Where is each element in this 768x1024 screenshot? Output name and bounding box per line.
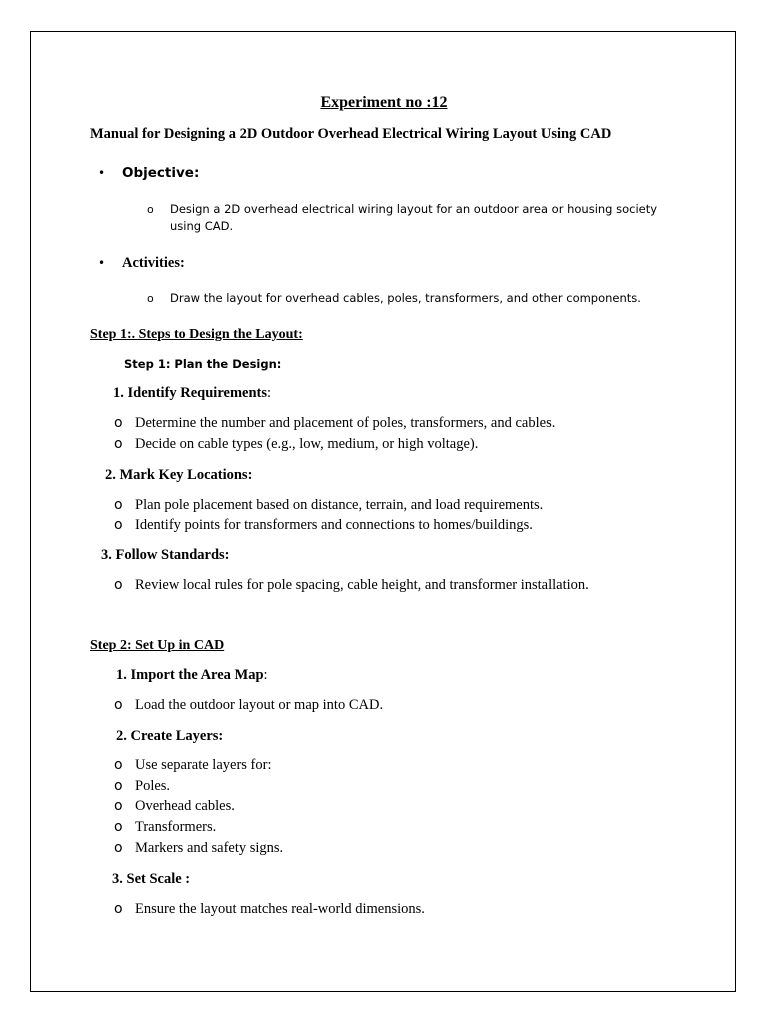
step1-subheading: Step 1: Plan the Design: — [124, 357, 282, 371]
objective-label: Objective: — [122, 165, 200, 181]
sub-bullet-icon: o — [114, 415, 123, 431]
sub-bullet-icon: o — [114, 577, 123, 593]
step2-heading: Step 2: Set Up in CAD — [90, 638, 225, 653]
sub-bullet-icon: o — [114, 840, 123, 856]
sub-bullet-icon: o — [114, 798, 123, 814]
step1-heading: Step 1:. Steps to Design the Layout: — [90, 327, 303, 342]
list-item: Load the outdoor layout or map into CAD. — [135, 697, 384, 713]
section-heading: 3. Follow Standards: — [101, 547, 230, 563]
list-item: Transformers. — [135, 819, 217, 835]
document-title: Experiment no :12 — [320, 94, 448, 111]
sub-bullet-icon: o — [114, 757, 123, 773]
sub-bullet-icon: o — [114, 517, 123, 533]
list-item: Ensure the layout matches real-world dimensions. — [135, 901, 425, 917]
list-item: Determine the number and placement of poles, transformers, and cables. — [135, 415, 556, 431]
sub-bullet-icon: o — [114, 778, 123, 794]
list-item: Poles. — [135, 778, 171, 794]
document-subtitle: Manual for Designing a 2D Outdoor Overhead Electrical Wiring Layout Using CAD — [90, 126, 612, 142]
sub-bullet-icon: o — [114, 819, 123, 835]
bullet-icon: • — [98, 166, 106, 180]
list-item: Decide on cable types (e.g., low, medium, or high voltage). — [135, 436, 479, 452]
sub-bullet-icon: o — [114, 436, 123, 452]
sub-bullet-icon: o — [114, 697, 123, 713]
section-heading: 2. Create Layers: — [116, 728, 224, 744]
list-item: Overhead cables. — [135, 798, 235, 814]
sub-bullet-icon: o — [114, 497, 123, 513]
list-item: Review local rules for pole spacing, cable height, and transformer installation. — [135, 577, 589, 593]
sub-bullet-icon: o — [147, 292, 154, 305]
sub-bullet-icon: o — [147, 203, 154, 216]
section-heading: 3. Set Scale : — [112, 871, 191, 887]
section-heading: 2. Mark Key Locations: — [105, 467, 253, 483]
list-item: Plan pole placement based on distance, terrain, and load requirements. — [135, 497, 544, 513]
activities-label: Activities: — [122, 255, 185, 271]
sub-bullet-icon: o — [114, 901, 123, 917]
bullet-icon: • — [98, 256, 106, 270]
section-heading: 1. Import the Area Map: — [116, 667, 268, 683]
list-item: Use separate layers for: — [135, 757, 272, 773]
list-item: Markers and safety signs. — [135, 840, 284, 856]
activities-item: Draw the layout for overhead cables, poles, transformers, and other components. — [170, 291, 641, 305]
objective-item: Design a 2D overhead electrical wiring layout for an outdoor area or housing society using CAD. — [170, 202, 658, 233]
section-heading: 1. Identify Requirements: — [113, 385, 272, 401]
list-item: Identify points for transformers and connections to homes/buildings. — [135, 517, 533, 533]
